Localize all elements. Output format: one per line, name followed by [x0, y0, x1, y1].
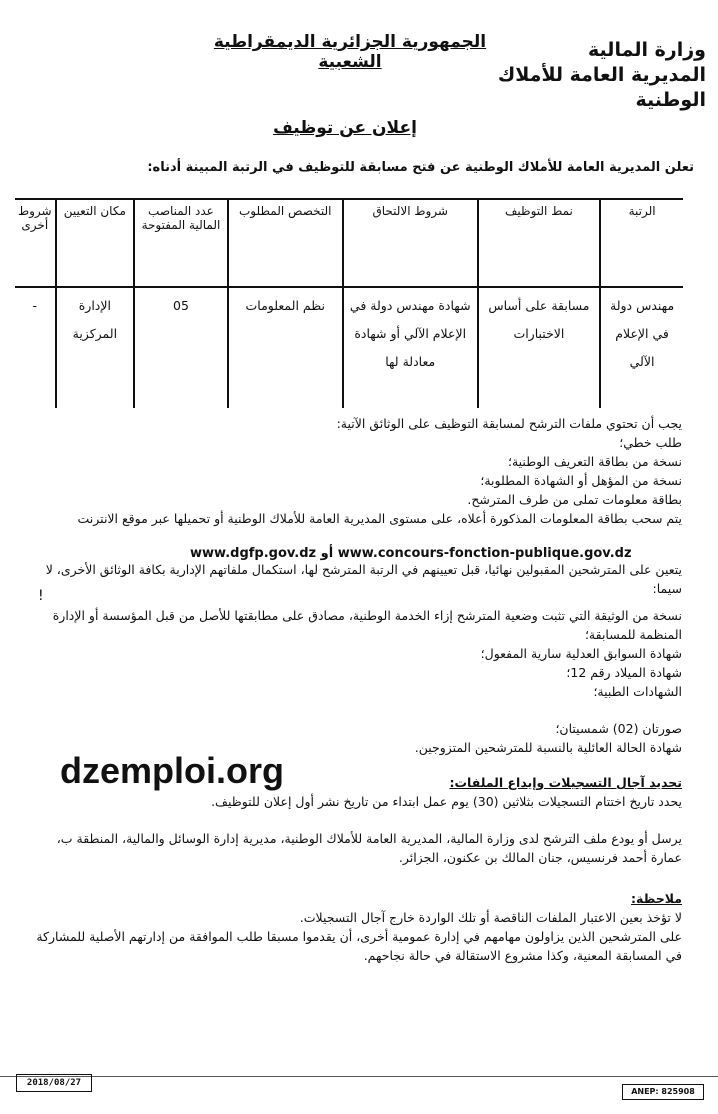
final-doc-item: الشهادات الطبية؛: [593, 684, 682, 699]
header-other-conditions: شروط أخرى: [15, 199, 56, 287]
document-item: بطاقة معلومات تملى من طرف المترشح.: [467, 492, 682, 507]
announcement-title: إعلان عن توظيف: [273, 118, 417, 138]
header-recruitment-mode: نمط التوظيف: [478, 199, 600, 287]
positions-table: [15, 198, 683, 408]
final-doc-item: شهادة الميلاد رقم 12؛: [566, 665, 682, 680]
cell-other-conditions: -: [32, 298, 38, 313]
final-doc-item: شهادة الحالة العائلية بالنسبة للمترشحين المتزوجين.: [414, 740, 682, 755]
final-doc-item: شهادة السوابق العدلية سارية المفعول؛: [480, 646, 682, 661]
ministry-line-3: الوطنية: [635, 89, 706, 111]
deadline-text: يحدد تاريخ اختتام التسجيلات بثلاثين (30) يوم عمل ابتداء من تاريخ نشر أول إعلان للتوظيف.: [211, 794, 682, 809]
cell-conditions: شهادة مهندس دولة في الإعلام الآلي أو شهادة معادلة لها: [343, 287, 478, 408]
announcement-intro: تعلن المديرية العامة للأملاك الوطنية عن فتح مسابقة للتوظيف في الرتبة المبينة أدناه:: [147, 160, 694, 175]
header-grade: الرتبة: [600, 199, 683, 287]
table-header-row: [15, 199, 683, 287]
header-conditions: شروط الالتحاق: [343, 199, 478, 287]
header-specialty: التخصص المطلوب: [228, 199, 343, 287]
download-note: يتم سحب بطاقة المعلومات المذكورة أعلاه، على مستوى المديرية العامة للأملاك الوطنية أو تحميلها عبر موقع الانترنت: [77, 511, 682, 526]
documents-intro: يجب أن تحتوي ملفات الترشح لمسابقة التوظيف على الوثائق الآتية:: [336, 416, 682, 431]
table-row: [15, 287, 683, 408]
watermark-text: dzemploi.org: [60, 750, 284, 791]
document-item: طلب خطي؛: [619, 435, 682, 450]
deadline-heading: تحديد آجال التسجيلات وإيداع الملفات:: [449, 775, 682, 790]
document-item: نسخة من بطاقة التعريف الوطنية؛: [507, 454, 682, 469]
send-address: يرسل أو يودع ملف الترشح لدى وزارة المالية، المديرية العامة للأملاك الوطنية، مديرية إدارة الوسائل والمالية، المنطقة ب، عمارة أحمد فرنسيس، جنان المالك بن عكنون، الجزائر.: [56, 831, 682, 865]
header-location: مكان التعيين: [56, 199, 135, 287]
footer-divider: [0, 1076, 718, 1077]
cell-location: الإدارة المركزية: [56, 287, 135, 408]
cell-grade: مهندس دولة في الإعلام الآلي: [600, 287, 683, 408]
note-item: لا تؤخذ بعين الاعتبار الملفات الناقصة أو تلك الواردة خارج آجال التسجيلات.: [299, 910, 682, 925]
republic-title: الجمهورية الجزائرية الديمقراطية الشعبية: [213, 32, 487, 72]
document-item: نسخة من المؤهل أو الشهادة المطلوبة؛: [480, 473, 682, 488]
final-doc-item: صورتان (02) شمسيتان؛: [555, 721, 682, 736]
documents-section: [32, 414, 682, 965]
note-item: على المترشحين الذين يزاولون مهامهم في إدارة عمومية أخرى، أن يقدموا مسبقا طلب الموافقة من إدارتهم الأصلية للمشاركة في المسابقة المعنية، وكذا مشروع الاستقالة في حالة نجاحهم.: [36, 929, 682, 963]
final-doc-item: نسخة من الوثيقة التي تثبت وضعية المترشح إزاء الخدمة الوطنية، مصادق على مطابقتها للأصل من قبل المؤسسة أو الإدارة المنظمة للمسابقة؛: [52, 608, 682, 642]
ministry-line-1: وزارة المالية: [588, 39, 706, 61]
footer-anep-code: ANEP: 825908: [622, 1084, 704, 1100]
cell-recruitment-mode: مسابقة على أساس الاختبارات: [478, 287, 600, 408]
header-positions-count: عدد المناصب المالية المفتوحة: [134, 199, 228, 287]
ministry-header: [466, 38, 706, 113]
cell-positions-count: 05: [134, 287, 228, 408]
cell-specialty: نظم المعلومات: [228, 287, 343, 408]
website-links[interactable]: www.dgfp.gov.dz أو www.concours-fonction-publique.gov.dz: [190, 546, 632, 561]
notes-heading: ملاحظة:: [631, 891, 682, 906]
footer-date: 2018/08/27: [16, 1074, 92, 1092]
ministry-line-2: المديرية العامة للأملاك: [497, 64, 706, 86]
final-docs-intro: يتعين على المترشحين المقبولين نهائيا، قبل تعيينهم في الرتبة المترشح لها، استكمال ملفاتهم الإدارية بكافة الوثائق الأخرى، لا سيما:: [45, 562, 682, 596]
